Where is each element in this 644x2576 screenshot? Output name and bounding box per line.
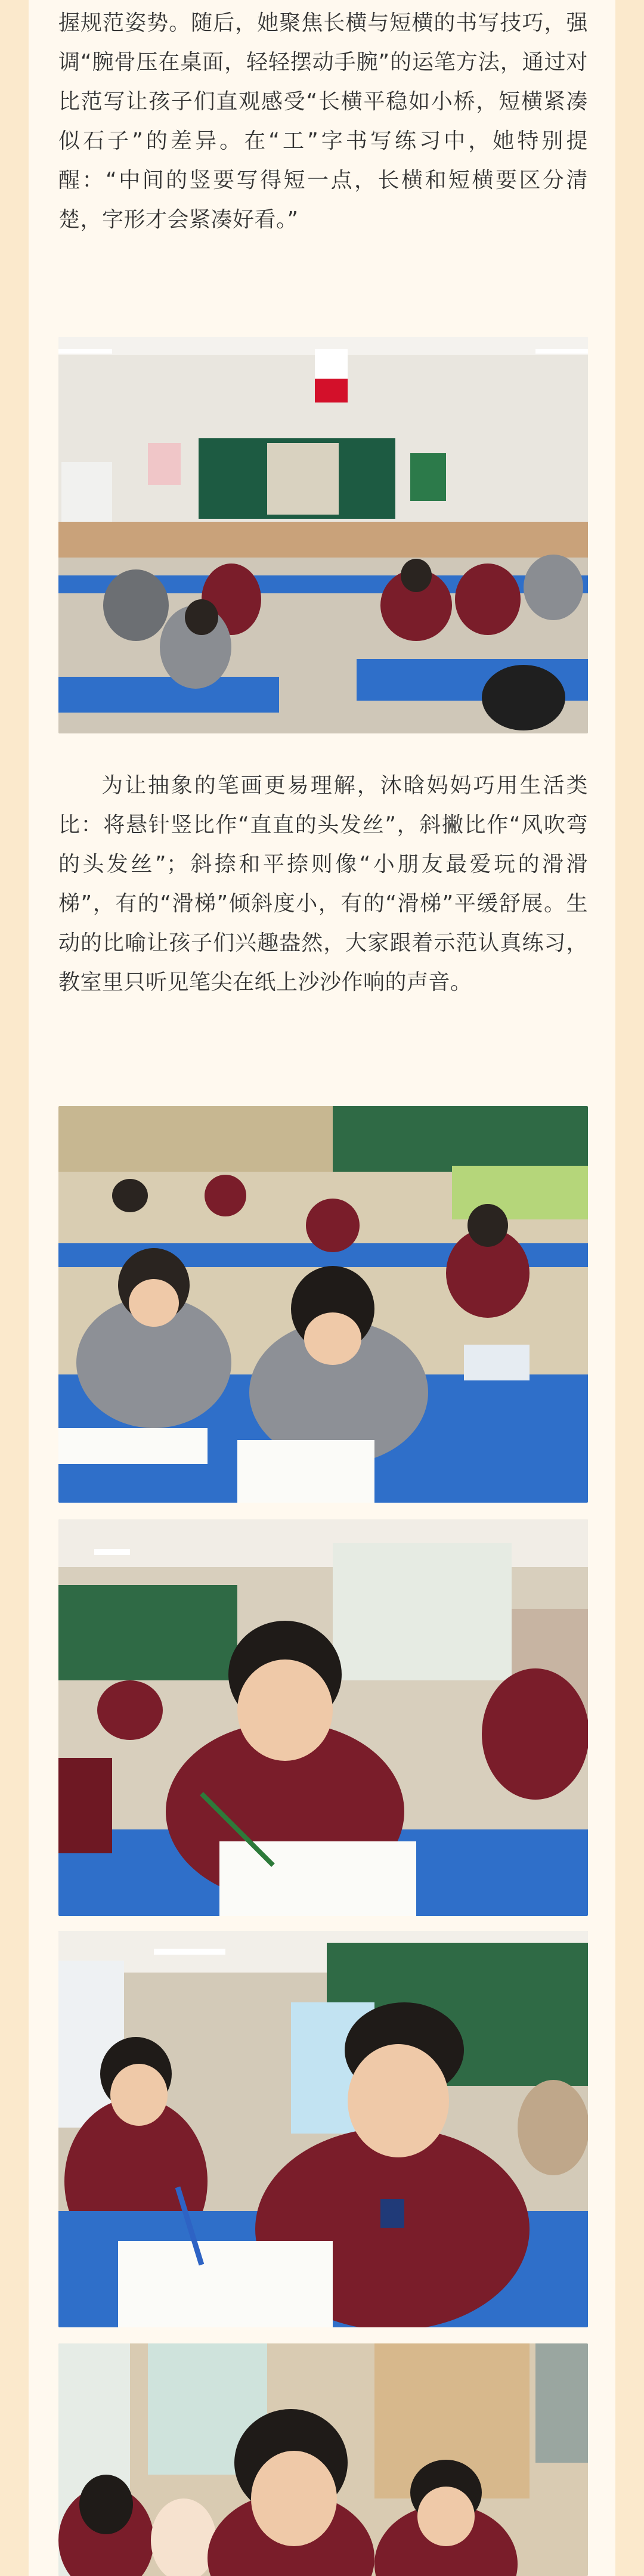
boy-pencil-photo — [58, 1931, 588, 2327]
students-writing-photo — [58, 1106, 588, 1503]
boy-writing-photo — [58, 1519, 588, 1916]
article-paragraph-1: 握规范姿势。随后，她聚焦长横与短横的书写技巧，强调“腕骨压在桌面，轻轻摆动手腕”的运笔方法，通过对比范写让孩子们直观感受“长横平稳如小桥，短横紧凑似石子”的差异。在“工”字书写练习中，她特别提醒：“中间的竖要写得短一点，长横和短横要区分清楚，字形才会紧凑好看。” — [58, 11, 588, 232]
girl-writing-photo — [58, 2343, 588, 2576]
classroom-overview-photo — [58, 337, 588, 733]
article-card — [29, 0, 615, 2576]
article-paragraph-2: 为让抽象的笔画更易理解，沐晗妈妈巧用生活类比：将悬针竖比作“直直的头发丝”，斜撇比作“风吹弯的头发丝”；斜捺和平捺则像“小朋友最爱玩的滑滑梯”，有的“滑梯”倾斜度小，有的“滑梯”平缓舒展。生动的比喻让孩子们兴趣盎然，大家跟着示范认真练习，教室里只听见笔尖在纸上沙沙作响的声音。 — [58, 773, 588, 995]
